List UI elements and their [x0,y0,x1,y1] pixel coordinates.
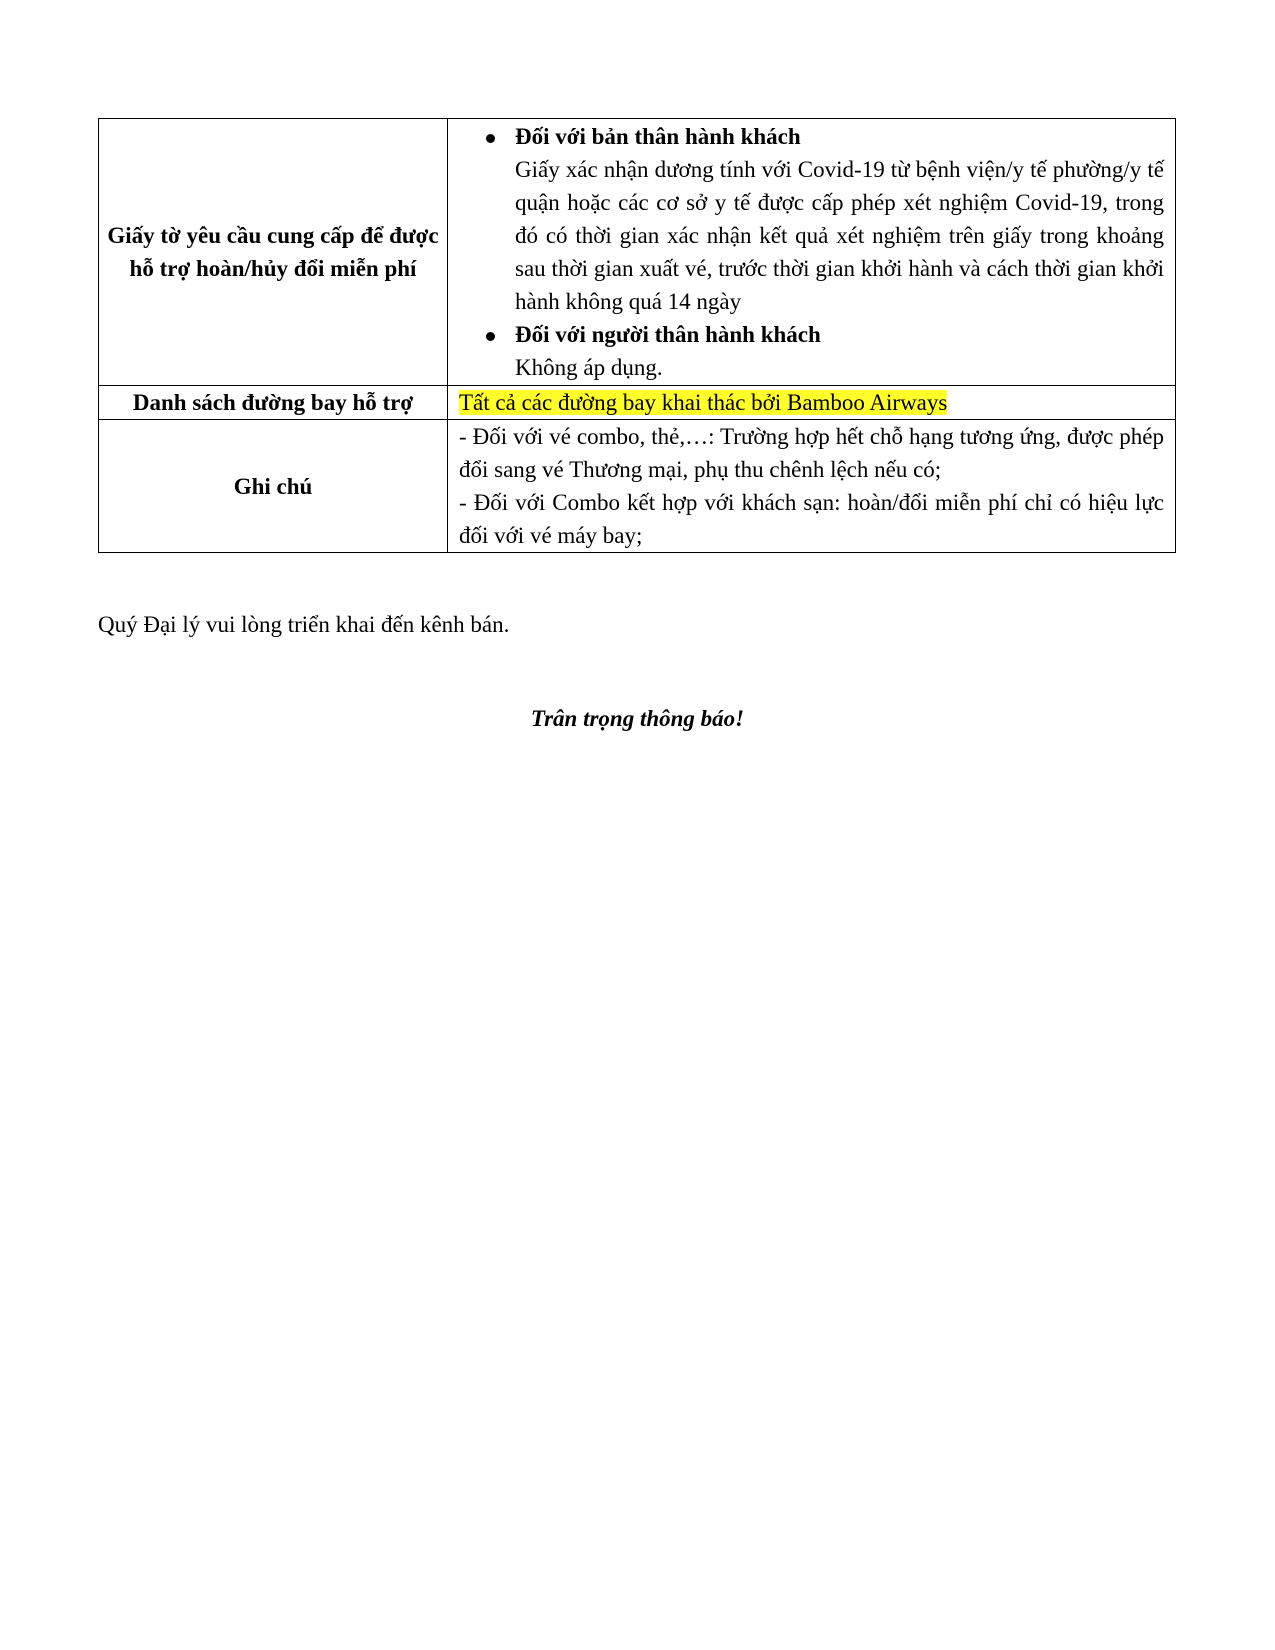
bullet-icon [486,332,495,341]
table-row [99,119,1176,386]
closing-paragraph: Quý Đại lý vui lòng triển khai đến kênh bán. [98,612,510,637]
note-line: - Đối với Combo kết hợp với khách sạn: hoàn/đổi miễn phí chỉ có hiệu lực đối với vé máy bay; [459,490,1164,548]
bullet-heading: Đối với bản thân hành khách [515,124,801,149]
bullet-body: Không áp dụng. [515,355,663,380]
row-label-supported-routes: Danh sách đường bay hỗ trợ [99,386,448,420]
bullet-body: Giấy xác nhận dương tính với Covid-19 từ bệnh viện/y tế phường/y tế quận hoặc các cơ sở y tế được cấp phép xét nghiệm Covid-19, trong đó có thời gian xác nhận kết quả xét nghiệm trên giấy trong khoảng sau thời gian xuất vé, trước thời gian khởi hành và cách thời gian khởi hành không quá 14 ngày [515,157,1164,314]
document-body [98,118,1176,553]
list-item [515,120,1164,318]
row-content-required-documents [448,119,1176,386]
row-content-notes [448,420,1176,553]
policy-table [98,118,1176,553]
list-item [515,318,1164,384]
note-line: - Đối với vé combo, thẻ,…: Trường hợp hết chỗ hạng tương ứng, được phép đổi sang vé Thương mại, phụ thu chênh lệch nếu có; [459,424,1164,482]
bullet-icon [486,134,495,143]
requirements-list [459,120,1164,384]
bullet-heading: Đối với người thân hành khách [515,322,821,347]
table-row [99,420,1176,553]
signoff-text: Trân trọng thông báo! [530,706,745,731]
row-label-notes: Ghi chú [99,420,448,553]
highlighted-routes-text: Tất cả các đường bay khai thác bởi Bamboo Airways [459,390,948,415]
table-row [99,386,1176,420]
row-content-supported-routes [448,386,1176,420]
row-label-required-documents: Giấy tờ yêu cầu cung cấp để được hỗ trợ hoàn/hủy đổi miễn phí [99,119,448,386]
